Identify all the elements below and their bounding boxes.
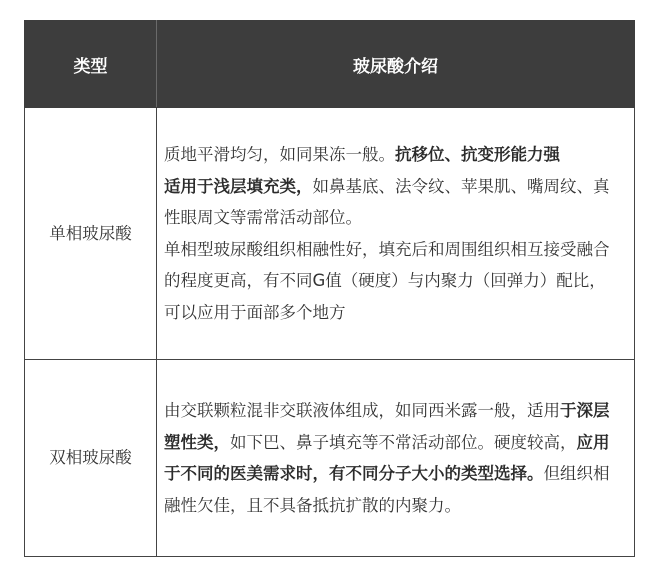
column-header-type: 类型 xyxy=(25,21,157,108)
description-bold-text: 抗移位、抗变形能力强 xyxy=(395,145,560,164)
description-cell xyxy=(157,108,635,360)
description-paragraph: 单相型玻尿酸组织相融性好，填充后和周围组织相互接受融合的程度更高，有不同G值（硬度）与内聚力（回弹力）配比，可以应用于面部多个地方 xyxy=(164,239,610,322)
table-row xyxy=(25,108,635,360)
description-bold-text: 于深层塑性类， xyxy=(164,401,610,452)
table-header-row xyxy=(25,21,635,108)
description-text: 由交联颗粒混非交联液体组成，如同西米露一般，适用 xyxy=(164,401,560,420)
hyaluronic-acid-table xyxy=(24,20,635,557)
description-text: 如鼻基底、法令纹、苹果肌、嘴周纹、真性眼周文等需常活动部位。 xyxy=(164,176,610,227)
description-text: 但组织相融性欠佳，且不具备抵抗扩散的内聚力。 xyxy=(164,464,610,515)
description-cell xyxy=(157,360,635,557)
type-cell: 双相玻尿酸 xyxy=(25,360,157,557)
description-bold-text: 应用于不同的医美需求时，有不同分子大小的类型选择。 xyxy=(164,432,610,483)
table-row xyxy=(25,360,635,557)
description-bold-text: 适用于浅层填充类， xyxy=(164,176,313,196)
column-header-intro: 玻尿酸介绍 xyxy=(157,21,635,108)
description-text: 质地平滑均匀，如同果冻一般。 xyxy=(164,145,395,164)
type-cell: 单相玻尿酸 xyxy=(25,108,157,360)
description-text: 如下巴、鼻子填充等不常活动部位。硬度较高， xyxy=(230,432,577,452)
description-paragraph xyxy=(164,171,622,234)
